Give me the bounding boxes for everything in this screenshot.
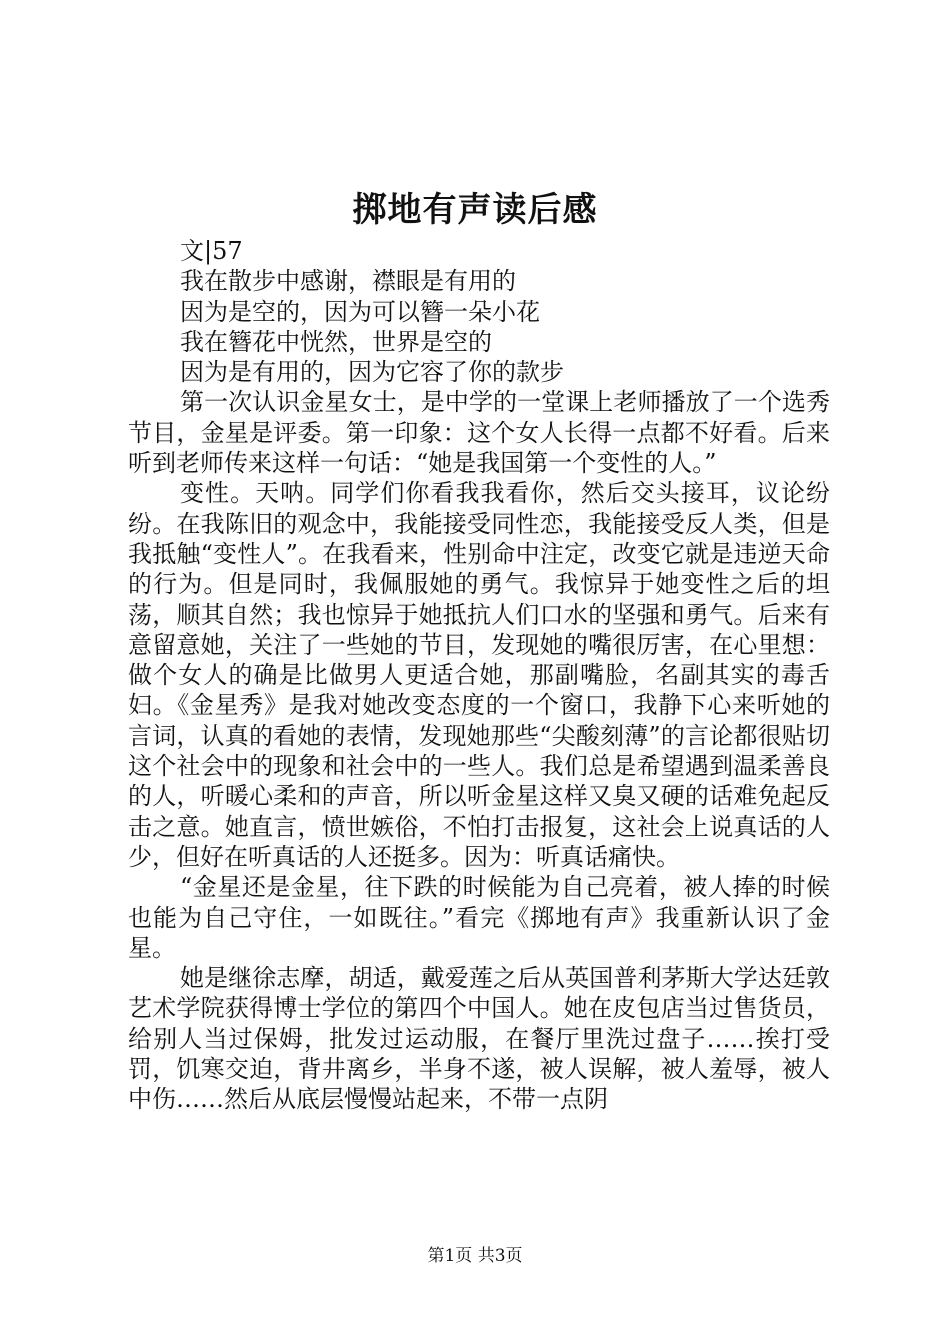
document-body <box>128 236 830 1115</box>
poem-line: 因为是有用的，因为它容了你的款步 <box>180 358 564 387</box>
page-title: 掷地有声读后感 <box>352 190 598 230</box>
paragraph: “金星还是金星，往下跌的时候能为自己亮着，被人捧的时候也能为自己守住，一如既往。”看完《掷地有声》我重新认识了金星。 <box>128 873 830 962</box>
poem-line: 因为是空的，因为可以簪一朵小花 <box>180 297 540 326</box>
poem-line: 我在簪花中恍然，世界是空的 <box>180 327 492 356</box>
paragraph: 第一次认识金星女士，是中学的一堂课上老师播放了一个选秀节目，金星是评委。第一印象：这个女人长得一点都不好看。后来听到老师传来这样一句话：“她是我国第一个变性的人。” <box>128 388 830 478</box>
paragraph: 她是继徐志摩，胡适，戴爱莲之后从英国普利茅斯大学达廷敦艺术学院获得博士学位的第四个中国人。她在皮包店当过售货员，给别人当过保姆，批发过运动服，在餐厅里洗过盘子……挨打受罚，饥寒交迫，背井离乡，半身不遂，被人误解，被人羞辱，被人中伤……然后从底层慢慢站起来，不带一点阴 <box>128 964 830 1114</box>
author-line: 文|57 <box>180 237 243 265</box>
page-footer: 第1页 共3页 <box>427 1246 523 1266</box>
paragraph: 变性。天呐。同学们你看我我看你，然后交头接耳，议论纷纷。在我陈旧的观念中，我能接受同性恋，我能接受反人类，但是我抵触“变性人”。在我看来，性别命中注定，改变它就是违逆天命的行为。但是同时，我佩服她的勇气。我惊异于她变性之后的坦荡，顺其自然；我也惊异于她抵抗人们口水的坚强和勇气。后来有意留意她，关注了一些她的节目，发现她的嘴很厉害，在心里想：做个女人的确是比做男人更适合她，那副嘴脸，名副其实的毒舌妇。《金星秀》是我对她改变态度的一个窗口，我静下心来听她的言词，认真的看她的表情，发现她那些“尖酸刻薄”的言论都很贴切这个社会中的现象和社会中的一些人。我们总是希望遇到温柔善良的人，听暖心柔和的声音，所以听金星这样又臭又硬的话难免起反击之意。她直言，愤世嫉俗，不怕打击报复，这社会上说真话的人少，但好在听真话的人还挺多。因为：听真话痛快。 <box>128 479 830 871</box>
poem-line: 我在散步中感谢，襟眼是有用的 <box>180 267 516 296</box>
